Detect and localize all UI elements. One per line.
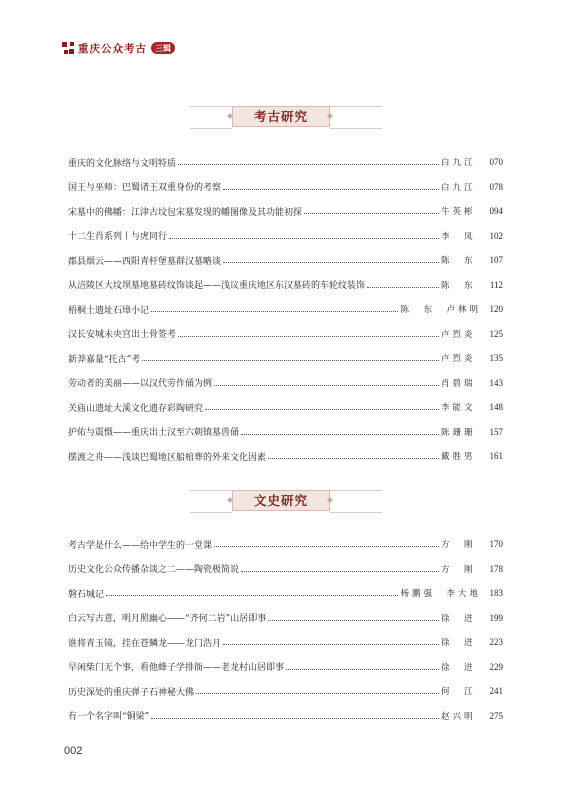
entry-page-number: 229 bbox=[489, 661, 503, 672]
toc-entry[interactable] bbox=[68, 581, 503, 606]
toc-entry[interactable] bbox=[68, 704, 503, 729]
dot-leader bbox=[142, 359, 439, 361]
toc-list-literature-history bbox=[68, 532, 503, 728]
toc-entry[interactable] bbox=[68, 606, 503, 631]
entry-author: 戴胜男 bbox=[441, 452, 476, 463]
entry-title: 劳动者的美丽——以汉代劳作俑为例 bbox=[68, 379, 213, 390]
entry-author: 白九江 bbox=[441, 182, 476, 193]
toc-entry[interactable] bbox=[68, 532, 503, 557]
entry-title: 历史文化公众传播杂谈之二——陶瓷极简说 bbox=[68, 565, 240, 576]
toc-entry[interactable] bbox=[68, 420, 503, 445]
toc-list-archaeology bbox=[68, 150, 503, 469]
entry-page-number: 148 bbox=[489, 402, 503, 413]
page-number: 002 bbox=[64, 745, 83, 757]
entry-author: 卢烈炎 bbox=[441, 354, 476, 365]
entry-page-number: 112 bbox=[489, 279, 503, 290]
toc-entry[interactable] bbox=[68, 175, 503, 200]
entry-page-number: 070 bbox=[489, 157, 503, 168]
entry-page-number: 223 bbox=[489, 637, 503, 648]
entry-author: 徐 进 bbox=[441, 638, 476, 649]
dot-leader bbox=[367, 286, 439, 288]
entry-title: 关庙山遗址大溪文化遗存彩陶研究 bbox=[68, 403, 204, 414]
dot-leader bbox=[196, 692, 439, 694]
toc-entry[interactable] bbox=[68, 395, 503, 420]
section-title: 考古研究 bbox=[232, 106, 330, 127]
entry-page-number: 107 bbox=[489, 255, 503, 266]
entry-title: 早闲柴门无个事，看他蜂子学排衙——老龙村山居即事 bbox=[68, 663, 285, 674]
entry-title: 重庆的文化脉络与文明特质 bbox=[68, 158, 177, 169]
volume-badge: 三辑 bbox=[151, 42, 175, 54]
dot-leader bbox=[214, 545, 439, 547]
entry-author: 陈 东 bbox=[441, 280, 476, 291]
entry-author: 白九江 bbox=[441, 158, 476, 169]
dot-leader bbox=[241, 433, 439, 435]
dot-leader bbox=[223, 261, 439, 263]
entry-author: 杨鹏强 李大地 bbox=[400, 589, 481, 600]
section-heading-literature-history bbox=[0, 490, 573, 512]
entry-page-number: 183 bbox=[489, 588, 503, 599]
entry-author: 肖碧瑞 bbox=[441, 378, 476, 389]
entry-title: 国王与巫师：巴蜀诸王双重身份的考察 bbox=[68, 183, 222, 194]
series-logo-icon bbox=[62, 42, 74, 54]
entry-author: 陈 东 bbox=[441, 256, 476, 267]
entry-author: 徐 进 bbox=[441, 613, 476, 624]
entry-page-number: 094 bbox=[489, 206, 503, 217]
running-header bbox=[62, 40, 175, 56]
entry-title: 新莽嘉量“托古”考 bbox=[68, 354, 141, 365]
entry-title: 考古学是什么——给中学生的一堂课 bbox=[68, 540, 213, 551]
entry-page-number: 125 bbox=[489, 328, 503, 339]
toc-entry[interactable] bbox=[68, 199, 503, 224]
entry-author: 陈 东 卢林明 bbox=[400, 305, 481, 316]
section-heading-archaeology bbox=[0, 106, 573, 128]
entry-page-number: 178 bbox=[489, 563, 503, 574]
entry-page-number: 161 bbox=[489, 451, 503, 462]
entry-title: 摆渡之舟——浅谈巴蜀地区船棺葬的外来文化因素 bbox=[68, 452, 267, 463]
section-title: 文史研究 bbox=[232, 490, 330, 511]
entry-title: 护佑与震慑——重庆出土汉至六朝镇墓兽俑 bbox=[68, 428, 240, 439]
entry-author: 陈珊珊 bbox=[441, 427, 476, 438]
entry-page-number: 170 bbox=[489, 539, 503, 550]
dot-leader bbox=[223, 643, 439, 645]
toc-entry[interactable] bbox=[68, 444, 503, 469]
toc-entry[interactable] bbox=[68, 150, 503, 175]
entry-author: 赵兴明 bbox=[441, 711, 476, 722]
toc-entry[interactable] bbox=[68, 297, 503, 322]
entry-author: 方 刚 bbox=[441, 564, 476, 575]
entry-author: 方 刚 bbox=[441, 540, 476, 551]
dot-leader bbox=[151, 717, 439, 719]
entry-title: 历史深处的重庆弹子石神秘大佛 bbox=[68, 687, 195, 698]
entry-author: 牛英彬 bbox=[441, 207, 476, 218]
entry-title: 汉长安城未央宫出土骨签考 bbox=[68, 330, 177, 341]
dot-leader bbox=[268, 457, 439, 459]
dot-leader bbox=[169, 237, 439, 239]
toc-entry[interactable] bbox=[68, 248, 503, 273]
dot-leader bbox=[223, 188, 439, 190]
entry-page-number: 157 bbox=[489, 426, 503, 437]
dot-leader bbox=[106, 594, 398, 596]
dot-leader bbox=[214, 384, 439, 386]
entry-title: 磐石城记 bbox=[68, 589, 105, 600]
entry-title: 郡县烟云——西阳青杆堡墓群汉墓略谈 bbox=[68, 256, 222, 267]
toc-entry[interactable] bbox=[68, 679, 503, 704]
toc-entry[interactable] bbox=[68, 322, 503, 347]
series-title: 重庆公众考古 bbox=[78, 42, 147, 55]
toc-entry[interactable] bbox=[68, 224, 503, 249]
entry-author: 李能文 bbox=[441, 403, 476, 414]
entry-title: 白云写古意，明月照幽心——“齐何二岩”山居即事 bbox=[68, 614, 267, 625]
entry-page-number: 078 bbox=[489, 181, 503, 192]
dot-leader bbox=[241, 570, 439, 572]
toc-entry[interactable] bbox=[68, 557, 503, 582]
toc-entry[interactable] bbox=[68, 655, 503, 680]
entry-author: 何 江 bbox=[441, 687, 476, 698]
entry-title: 梧桐土遗址石璋小记 bbox=[68, 305, 150, 316]
dot-leader bbox=[151, 310, 398, 312]
dot-leader bbox=[304, 212, 439, 214]
entry-page-number: 120 bbox=[489, 304, 503, 315]
dot-leader bbox=[205, 408, 439, 410]
entry-author: 李 凤 bbox=[441, 231, 476, 242]
entry-page-number: 135 bbox=[489, 353, 503, 364]
toc-entry[interactable] bbox=[68, 371, 503, 396]
entry-page-number: 241 bbox=[489, 686, 503, 697]
entry-title: 谁将青玉镜，挂在苍鳞龙——龙门浩月 bbox=[68, 638, 222, 649]
entry-title: 宋墓中的佛幡：江津古坟包宋墓发现的幡图像及其功能初探 bbox=[68, 207, 303, 218]
dot-leader bbox=[268, 619, 439, 621]
entry-page-number: 199 bbox=[489, 612, 503, 623]
entry-page-number: 275 bbox=[489, 710, 503, 721]
entry-title: 有一个名字叫“铜梁” bbox=[68, 712, 150, 723]
entry-title: 从涪陵区大坟坝墓地墓砖纹饰谈起——浅议重庆地区东汉墓砖的车轮纹装饰 bbox=[68, 281, 366, 292]
entry-author: 徐 进 bbox=[441, 662, 476, 673]
dot-leader bbox=[286, 668, 439, 670]
entry-page-number: 102 bbox=[489, 230, 503, 241]
toc-entry[interactable] bbox=[68, 630, 503, 655]
entry-author: 卢烈炎 bbox=[441, 329, 476, 340]
entry-title: 十二生肖系列丨与虎同行 bbox=[68, 232, 168, 243]
toc-entry[interactable] bbox=[68, 346, 503, 371]
toc-entry[interactable] bbox=[68, 273, 503, 298]
dot-leader bbox=[178, 335, 439, 337]
dot-leader bbox=[178, 163, 439, 165]
entry-page-number: 143 bbox=[489, 377, 503, 388]
